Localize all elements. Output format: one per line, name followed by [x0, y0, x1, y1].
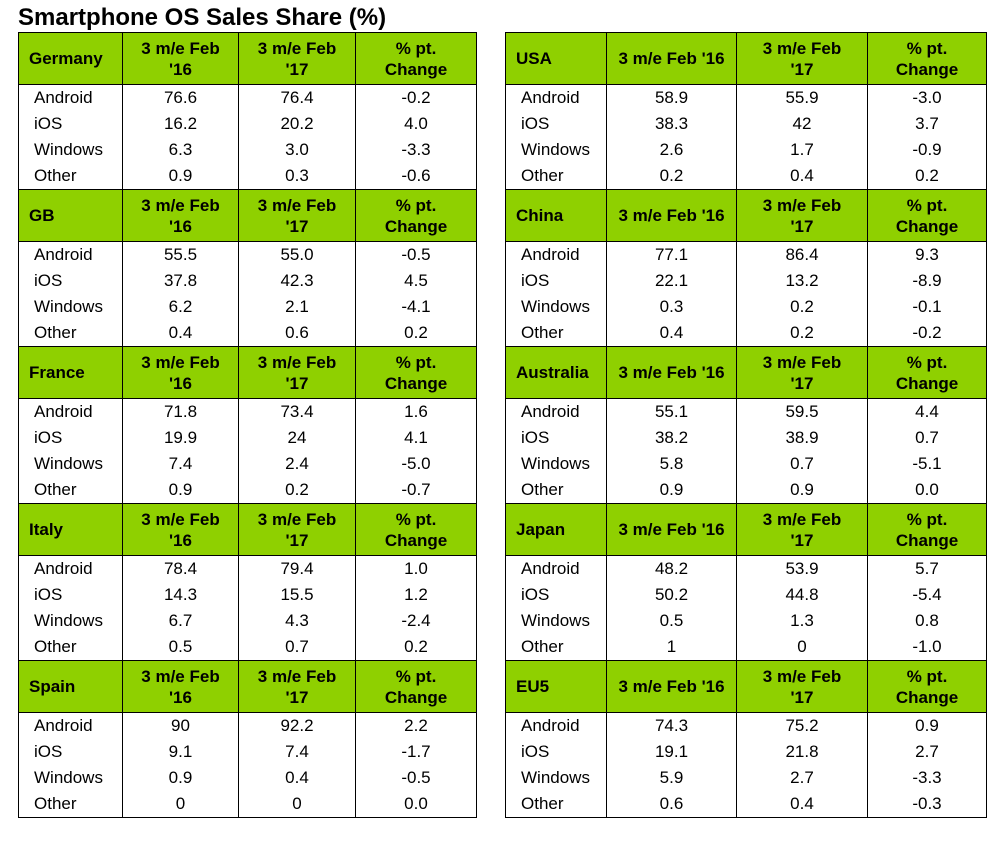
value-feb-17: 24: [239, 425, 356, 451]
value-feb-17: 53.9: [737, 556, 868, 583]
value-feb-16: 55.1: [607, 399, 737, 426]
table-row: [19, 556, 477, 583]
value-feb-16: 0: [123, 791, 239, 818]
region-name: Australia: [506, 347, 607, 399]
column-header-feb-16: 3 m/e Feb '16: [123, 661, 239, 713]
column-header-feb-17: 3 m/e Feb '17: [737, 504, 868, 556]
value-feb-16: 14.3: [123, 582, 239, 608]
os-label: Android: [19, 399, 123, 426]
value-change: -8.9: [868, 268, 987, 294]
value-feb-16: 0.9: [123, 163, 239, 190]
table-row: [506, 477, 987, 504]
region-name: GB: [19, 190, 123, 242]
value-feb-16: 0.3: [607, 294, 737, 320]
table-row: [506, 163, 987, 190]
table-row: [19, 294, 477, 320]
value-feb-16: 19.9: [123, 425, 239, 451]
os-label: Android: [506, 399, 607, 426]
table-row: [19, 268, 477, 294]
region-name: Germany: [19, 33, 123, 85]
region-name: Japan: [506, 504, 607, 556]
table-row: [506, 320, 987, 347]
value-change: 0.0: [868, 477, 987, 504]
value-feb-17: 0.4: [239, 765, 356, 791]
value-feb-16: 19.1: [607, 739, 737, 765]
value-feb-16: 38.3: [607, 111, 737, 137]
region-header-australia: [506, 347, 987, 399]
value-feb-16: 1: [607, 634, 737, 661]
region-header-usa: [506, 33, 987, 85]
value-change: 0.7: [868, 425, 987, 451]
region-header-china: [506, 190, 987, 242]
column-header-feb-16: 3 m/e Feb '16: [607, 33, 737, 85]
value-change: -0.2: [868, 320, 987, 347]
value-change: -1.7: [356, 739, 477, 765]
os-label: iOS: [19, 582, 123, 608]
table-row: [506, 294, 987, 320]
os-label: Windows: [19, 765, 123, 791]
table-row: [506, 713, 987, 740]
value-change: -0.6: [356, 163, 477, 190]
table-row: [19, 425, 477, 451]
os-label: Android: [506, 242, 607, 269]
table-row: [19, 765, 477, 791]
region-name: EU5: [506, 661, 607, 713]
table-row: [19, 791, 477, 818]
value-feb-17: 2.4: [239, 451, 356, 477]
region-header-spain: [19, 661, 477, 713]
region-header-gb: [19, 190, 477, 242]
value-change: -0.5: [356, 242, 477, 269]
region-name: Spain: [19, 661, 123, 713]
column-header-feb-17: 3 m/e Feb '17: [239, 190, 356, 242]
os-label: Windows: [506, 608, 607, 634]
region-header-italy: [19, 504, 477, 556]
table-row: [506, 85, 987, 112]
os-label: Android: [19, 242, 123, 269]
table-row: [506, 556, 987, 583]
value-feb-16: 90: [123, 713, 239, 740]
column-header-feb-16: 3 m/e Feb '16: [123, 504, 239, 556]
region-header-germany: [19, 33, 477, 85]
value-feb-17: 20.2: [239, 111, 356, 137]
table-row: [19, 399, 477, 426]
page-title: Smartphone OS Sales Share (%): [18, 4, 387, 31]
column-header-change: % pt. Change: [868, 661, 987, 713]
table-row: [19, 634, 477, 661]
value-change: 0.0: [356, 791, 477, 818]
value-change: -3.3: [868, 765, 987, 791]
column-header-feb-16: 3 m/e Feb '16: [607, 347, 737, 399]
value-feb-17: 59.5: [737, 399, 868, 426]
column-header-change: % pt. Change: [868, 504, 987, 556]
table-row: [19, 137, 477, 163]
os-label: Other: [506, 320, 607, 347]
value-change: -1.0: [868, 634, 987, 661]
value-feb-16: 74.3: [607, 713, 737, 740]
table-row: [506, 739, 987, 765]
value-feb-17: 13.2: [737, 268, 868, 294]
os-label: Windows: [506, 765, 607, 791]
table-row: [506, 425, 987, 451]
value-change: 9.3: [868, 242, 987, 269]
value-change: 1.0: [356, 556, 477, 583]
column-header-feb-16: 3 m/e Feb '16: [607, 190, 737, 242]
value-feb-17: 0.9: [737, 477, 868, 504]
region-name: USA: [506, 33, 607, 85]
table-row: [19, 451, 477, 477]
value-change: 0.2: [868, 163, 987, 190]
table-row: [506, 582, 987, 608]
os-label: Android: [19, 85, 123, 112]
column-header-feb-16: 3 m/e Feb '16: [123, 190, 239, 242]
value-feb-17: 1.7: [737, 137, 868, 163]
value-feb-17: 2.1: [239, 294, 356, 320]
value-change: -5.1: [868, 451, 987, 477]
value-change: 2.2: [356, 713, 477, 740]
value-feb-16: 0.5: [607, 608, 737, 634]
value-feb-16: 0.6: [607, 791, 737, 818]
value-change: 4.1: [356, 425, 477, 451]
value-change: 0.2: [356, 634, 477, 661]
table-row: [506, 268, 987, 294]
table-row: [19, 713, 477, 740]
value-feb-17: 1.3: [737, 608, 868, 634]
value-change: -3.0: [868, 85, 987, 112]
value-change: 4.0: [356, 111, 477, 137]
value-feb-16: 55.5: [123, 242, 239, 269]
value-feb-16: 50.2: [607, 582, 737, 608]
value-feb-17: 3.0: [239, 137, 356, 163]
table-row: [19, 111, 477, 137]
column-header-feb-16: 3 m/e Feb '16: [607, 504, 737, 556]
os-label: Other: [19, 477, 123, 504]
os-label: Windows: [19, 294, 123, 320]
os-label: Other: [19, 634, 123, 661]
value-change: 1.6: [356, 399, 477, 426]
value-change: 0.8: [868, 608, 987, 634]
value-change: -2.4: [356, 608, 477, 634]
table-row: [19, 320, 477, 347]
value-feb-17: 86.4: [737, 242, 868, 269]
table-row: [19, 739, 477, 765]
value-feb-16: 6.3: [123, 137, 239, 163]
value-feb-17: 44.8: [737, 582, 868, 608]
value-feb-16: 5.9: [607, 765, 737, 791]
table-row: [506, 608, 987, 634]
value-feb-16: 0.5: [123, 634, 239, 661]
table-row: [506, 242, 987, 269]
value-change: 4.5: [356, 268, 477, 294]
value-feb-16: 9.1: [123, 739, 239, 765]
table-row: [19, 163, 477, 190]
table-row: [19, 85, 477, 112]
os-label: Other: [19, 791, 123, 818]
value-feb-17: 7.4: [239, 739, 356, 765]
value-feb-16: 2.6: [607, 137, 737, 163]
os-label: Windows: [506, 294, 607, 320]
column-header-feb-17: 3 m/e Feb '17: [737, 347, 868, 399]
value-feb-16: 0.4: [607, 320, 737, 347]
value-feb-17: 92.2: [239, 713, 356, 740]
left-share-table: [18, 32, 477, 818]
value-feb-17: 55.0: [239, 242, 356, 269]
column-header-change: % pt. Change: [868, 347, 987, 399]
value-feb-17: 0.2: [737, 294, 868, 320]
region-name: China: [506, 190, 607, 242]
right-share-table: [505, 32, 987, 818]
column-header-feb-16: 3 m/e Feb '16: [123, 33, 239, 85]
column-header-change: % pt. Change: [356, 347, 477, 399]
value-feb-17: 4.3: [239, 608, 356, 634]
value-feb-16: 77.1: [607, 242, 737, 269]
os-label: Android: [506, 556, 607, 583]
value-feb-16: 0.2: [607, 163, 737, 190]
table-row: [19, 582, 477, 608]
value-change: -5.4: [868, 582, 987, 608]
os-label: Android: [506, 85, 607, 112]
value-feb-17: 0.2: [737, 320, 868, 347]
os-label: Windows: [19, 137, 123, 163]
region-name: Italy: [19, 504, 123, 556]
os-label: iOS: [506, 582, 607, 608]
column-header-change: % pt. Change: [868, 190, 987, 242]
column-header-feb-16: 3 m/e Feb '16: [607, 661, 737, 713]
value-feb-16: 37.8: [123, 268, 239, 294]
value-feb-16: 0.9: [123, 765, 239, 791]
os-label: iOS: [506, 268, 607, 294]
value-feb-17: 79.4: [239, 556, 356, 583]
value-feb-17: 42.3: [239, 268, 356, 294]
column-header-feb-16: 3 m/e Feb '16: [123, 347, 239, 399]
value-feb-17: 15.5: [239, 582, 356, 608]
value-change: 4.4: [868, 399, 987, 426]
column-header-feb-17: 3 m/e Feb '17: [239, 504, 356, 556]
value-feb-16: 48.2: [607, 556, 737, 583]
table-row: [506, 765, 987, 791]
value-feb-16: 7.4: [123, 451, 239, 477]
value-feb-16: 38.2: [607, 425, 737, 451]
value-change: -0.5: [356, 765, 477, 791]
column-header-change: % pt. Change: [356, 33, 477, 85]
value-change: 0.9: [868, 713, 987, 740]
value-feb-17: 0: [239, 791, 356, 818]
value-feb-17: 75.2: [737, 713, 868, 740]
os-label: Android: [19, 556, 123, 583]
os-label: Android: [506, 713, 607, 740]
value-feb-16: 78.4: [123, 556, 239, 583]
table-row: [506, 634, 987, 661]
column-header-feb-17: 3 m/e Feb '17: [239, 347, 356, 399]
os-label: Android: [19, 713, 123, 740]
column-header-change: % pt. Change: [356, 504, 477, 556]
value-feb-17: 0.4: [737, 791, 868, 818]
value-feb-16: 0.9: [123, 477, 239, 504]
os-label: Other: [19, 320, 123, 347]
value-feb-16: 16.2: [123, 111, 239, 137]
value-feb-17: 0.3: [239, 163, 356, 190]
table-row: [19, 608, 477, 634]
value-feb-16: 6.7: [123, 608, 239, 634]
os-label: Other: [506, 791, 607, 818]
region-name: France: [19, 347, 123, 399]
column-header-change: % pt. Change: [356, 190, 477, 242]
value-feb-16: 5.8: [607, 451, 737, 477]
column-header-change: % pt. Change: [868, 33, 987, 85]
os-label: Windows: [19, 608, 123, 634]
column-header-feb-17: 3 m/e Feb '17: [737, 33, 868, 85]
os-label: Other: [506, 477, 607, 504]
value-feb-16: 58.9: [607, 85, 737, 112]
column-header-feb-17: 3 m/e Feb '17: [239, 33, 356, 85]
value-feb-17: 0.6: [239, 320, 356, 347]
value-feb-17: 0: [737, 634, 868, 661]
value-feb-17: 55.9: [737, 85, 868, 112]
value-feb-16: 71.8: [123, 399, 239, 426]
value-feb-16: 22.1: [607, 268, 737, 294]
os-label: iOS: [506, 739, 607, 765]
value-change: -0.3: [868, 791, 987, 818]
value-feb-17: 0.7: [737, 451, 868, 477]
os-label: iOS: [19, 739, 123, 765]
region-header-france: [19, 347, 477, 399]
value-feb-17: 76.4: [239, 85, 356, 112]
value-feb-16: 0.4: [123, 320, 239, 347]
os-label: iOS: [19, 111, 123, 137]
value-change: 0.2: [356, 320, 477, 347]
value-change: -3.3: [356, 137, 477, 163]
column-header-feb-17: 3 m/e Feb '17: [239, 661, 356, 713]
value-feb-16: 6.2: [123, 294, 239, 320]
column-header-feb-17: 3 m/e Feb '17: [737, 190, 868, 242]
table-row: [506, 137, 987, 163]
table-row: [506, 451, 987, 477]
column-header-feb-17: 3 m/e Feb '17: [737, 661, 868, 713]
value-change: -0.2: [356, 85, 477, 112]
value-feb-16: 76.6: [123, 85, 239, 112]
value-change: 1.2: [356, 582, 477, 608]
os-label: Windows: [19, 451, 123, 477]
os-label: Other: [506, 163, 607, 190]
value-feb-17: 73.4: [239, 399, 356, 426]
value-feb-17: 42: [737, 111, 868, 137]
os-label: Windows: [506, 137, 607, 163]
region-header-eu5: [506, 661, 987, 713]
column-header-change: % pt. Change: [356, 661, 477, 713]
value-feb-17: 38.9: [737, 425, 868, 451]
table-row: [506, 111, 987, 137]
os-label: iOS: [506, 111, 607, 137]
value-change: -4.1: [356, 294, 477, 320]
value-change: -0.1: [868, 294, 987, 320]
os-label: Windows: [506, 451, 607, 477]
value-change: 5.7: [868, 556, 987, 583]
value-change: 3.7: [868, 111, 987, 137]
os-label: Other: [506, 634, 607, 661]
value-feb-17: 0.2: [239, 477, 356, 504]
table-row: [506, 399, 987, 426]
value-feb-17: 21.8: [737, 739, 868, 765]
os-label: iOS: [506, 425, 607, 451]
value-feb-17: 0.7: [239, 634, 356, 661]
table-row: [19, 477, 477, 504]
value-change: -5.0: [356, 451, 477, 477]
value-feb-17: 0.4: [737, 163, 868, 190]
os-label: iOS: [19, 425, 123, 451]
table-row: [506, 791, 987, 818]
value-change: -0.9: [868, 137, 987, 163]
value-change: -0.7: [356, 477, 477, 504]
value-change: 2.7: [868, 739, 987, 765]
os-label: iOS: [19, 268, 123, 294]
os-label: Other: [19, 163, 123, 190]
region-header-japan: [506, 504, 987, 556]
value-feb-17: 2.7: [737, 765, 868, 791]
table-row: [19, 242, 477, 269]
value-feb-16: 0.9: [607, 477, 737, 504]
